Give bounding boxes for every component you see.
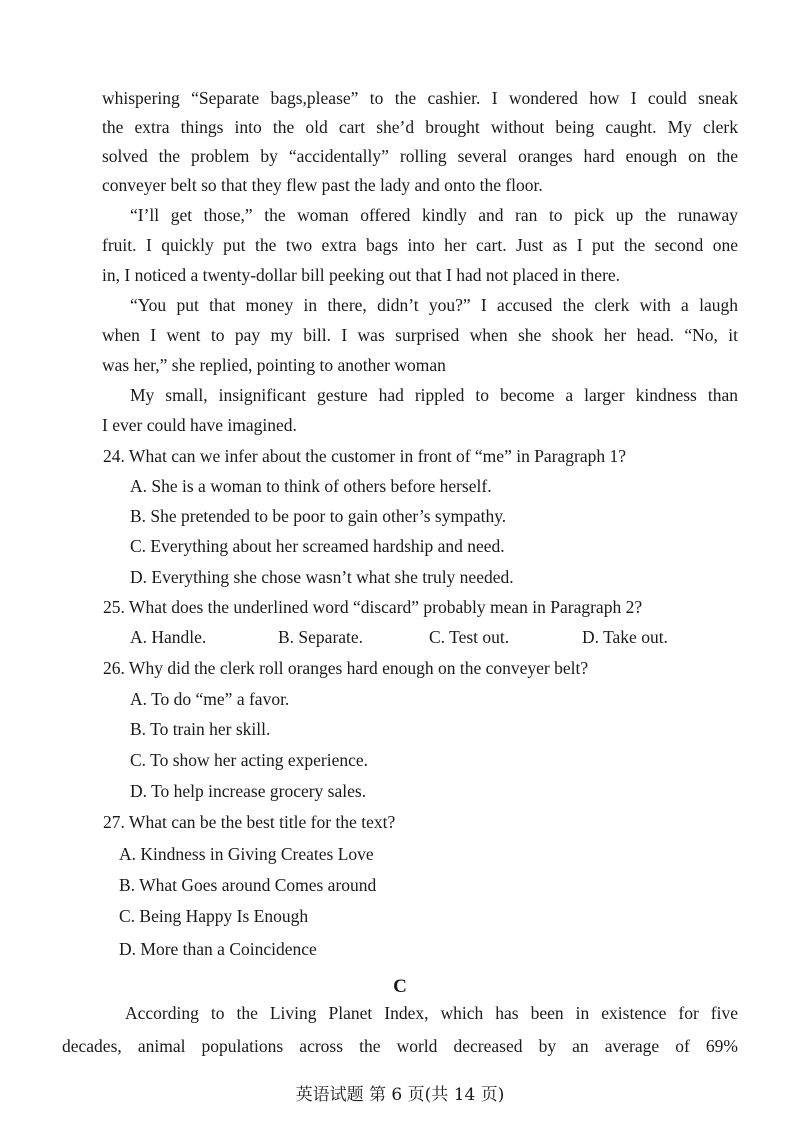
section-heading: C bbox=[393, 976, 407, 997]
answer-option: D. Everything she chose wasn’t what she truly needed. bbox=[130, 567, 514, 587]
passage-line: whispering “Separate bags,please” to the cashier. I wondered how I could sneak bbox=[102, 88, 738, 108]
answer-option: B. What Goes around Comes around bbox=[119, 875, 377, 895]
answer-option: B. To train her skill. bbox=[130, 719, 271, 739]
answer-option: C. Being Happy Is Enough bbox=[119, 906, 309, 926]
answer-option: B. Separate. bbox=[278, 627, 364, 647]
passage-line: decades, animal populations across the world decreased by an average of 69% bbox=[62, 1036, 738, 1056]
answer-option: D. More than a Coincidence bbox=[119, 939, 317, 959]
passage-line: was her,” she replied, pointing to another woman bbox=[102, 355, 446, 375]
passage-line: According to the Living Planet Index, which has been in existence for five bbox=[125, 1003, 738, 1023]
question-stem: 27. What can be the best title for the text? bbox=[103, 812, 396, 832]
question-stem: 26. Why did the clerk roll oranges hard enough on the conveyer belt? bbox=[103, 658, 589, 678]
passage-line: fruit. I quickly put the two extra bags into her cart. Just as I put the second one bbox=[102, 235, 738, 255]
question-stem: 24. What can we infer about the customer in front of “me” in Paragraph 1? bbox=[103, 446, 627, 466]
passage-line: I ever could have imagined. bbox=[102, 415, 297, 435]
answer-option: C. To show her acting experience. bbox=[130, 750, 369, 770]
answer-option: A. She is a woman to think of others before herself. bbox=[130, 476, 492, 496]
passage-line: when I went to pay my bill. I was surprised when she shook her head. “No, it bbox=[102, 325, 738, 345]
passage-line: “You put that money in there, didn’t you?” I accused the clerk with a laugh bbox=[130, 295, 738, 315]
answer-option: A. To do “me” a favor. bbox=[130, 689, 290, 709]
passage-line: solved the problem by “accidentally” rolling several oranges hard enough on the bbox=[102, 146, 738, 166]
passage-line: conveyer belt so that they flew past the lady and onto the floor. bbox=[102, 175, 543, 195]
passage-line: in, I noticed a twenty-dollar bill peeking out that I had not placed in there. bbox=[102, 265, 621, 285]
answer-option: D. Take out. bbox=[582, 627, 668, 647]
passage-line: the extra things into the old cart she’d brought without being caught. My clerk bbox=[102, 117, 738, 137]
answer-option: A. Kindness in Giving Creates Love bbox=[119, 844, 374, 864]
passage-line: “I’ll get those,” the woman offered kindly and ran to pick up the runaway bbox=[130, 205, 738, 225]
answer-option: C. Everything about her screamed hardship and need. bbox=[130, 536, 505, 556]
question-stem: 25. What does the underlined word “discard” probably mean in Paragraph 2? bbox=[103, 597, 643, 617]
answer-option: B. She pretended to be poor to gain other’s sympathy. bbox=[130, 506, 507, 526]
answer-option: C. Test out. bbox=[429, 627, 510, 647]
answer-option: D. To help increase grocery sales. bbox=[130, 781, 367, 801]
page-footer: 英语试题 第 6 页(共 14 页) bbox=[295, 1085, 505, 1105]
answer-option: A. Handle. bbox=[130, 627, 207, 647]
passage-line: My small, insignificant gesture had rippled to become a larger kindness than bbox=[130, 385, 738, 405]
